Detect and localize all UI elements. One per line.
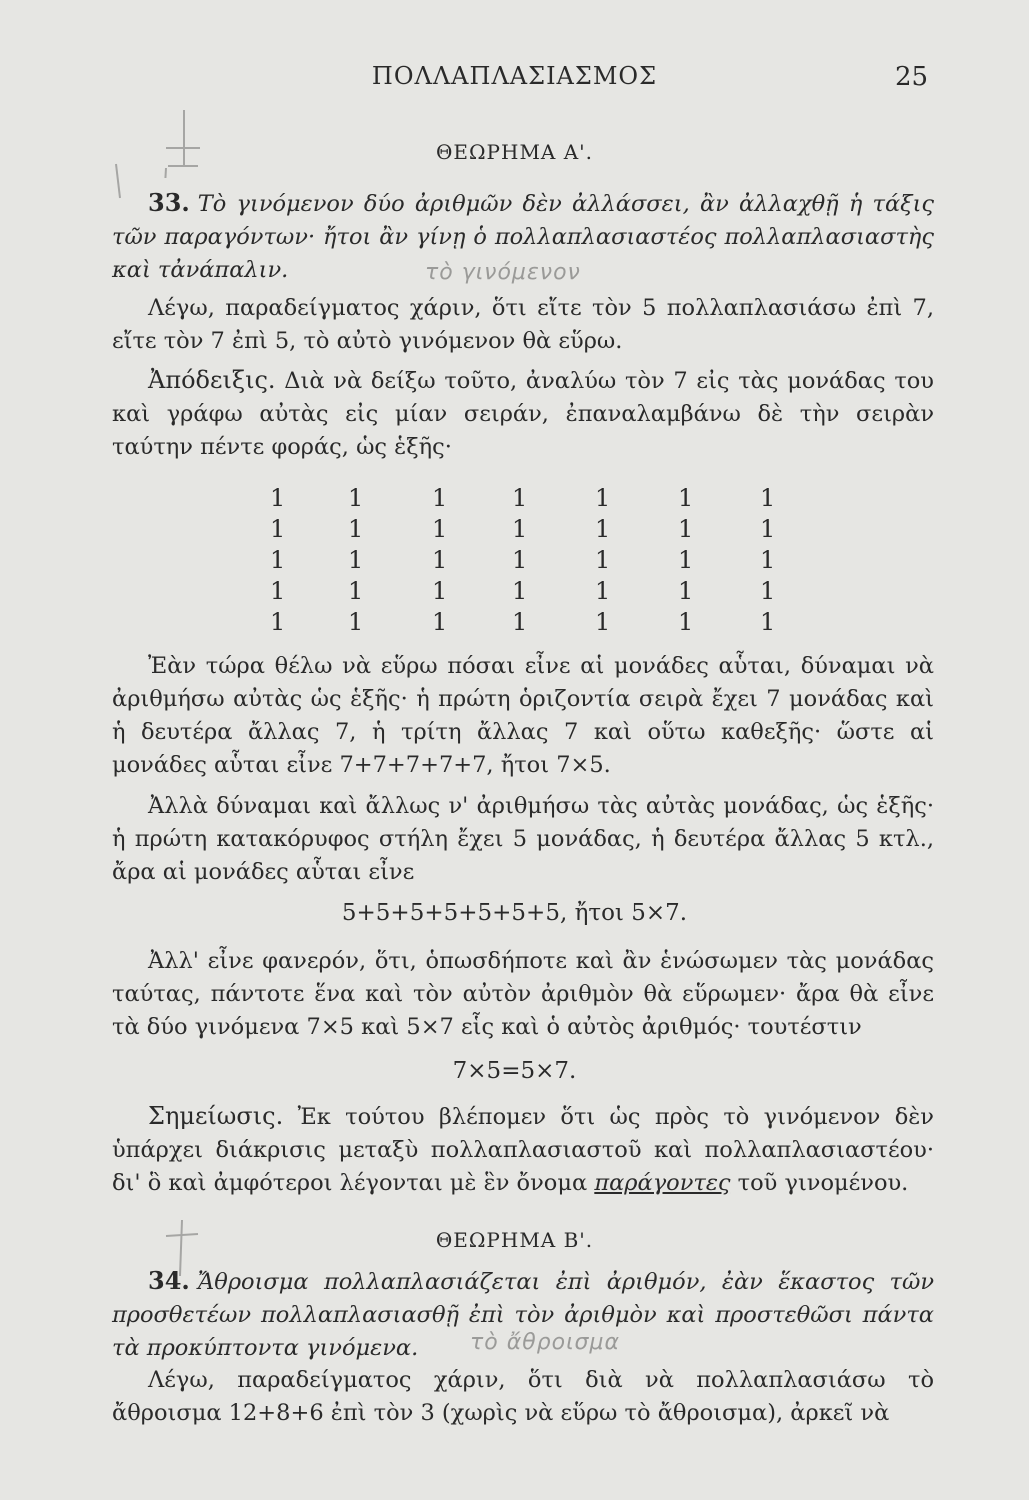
grid-row	[260, 546, 800, 574]
theorem-b-example: Λέγω, παραδείγματος χάριν, ὅτι διὰ νὰ πολλαπλασιάσω τὸ ἄθροισμα 12+8+6 ἐπὶ τὸν 3 (χωρὶς νὰ εὕρω τὸ ἄθροισμα), ἀρκεῖ νὰ	[112, 1367, 934, 1426]
grid-unit: 1	[432, 484, 448, 512]
grid-unit: 1	[512, 515, 528, 543]
grid-unit: 1	[595, 484, 611, 512]
grid-unit: 1	[760, 515, 776, 543]
grid-unit: 1	[595, 577, 611, 605]
columns-equation: 5+5+5+5+5+5+5, ἤτοι 5×7.	[341, 900, 688, 926]
columns-count-paragraph: Ἀλλὰ δύναμαι καὶ ἄλλως ν' ἀριθμήσω τὰς αὐτὰς μονάδας, ὡς ἑξῆς· ἡ πρώτη κατακόρυφος στήλη ἔχει 5 μονάδας, ἡ δευτέρα ἄλλας 5 κτλ., ἄρα αἱ μονάδες αὗται εἶνε	[112, 793, 934, 885]
grid-unit: 1	[512, 484, 528, 512]
grid-unit: 1	[432, 608, 448, 636]
theorem-b-number: 34.	[148, 1266, 190, 1295]
grid-unit: 1	[348, 577, 364, 605]
grid-unit: 1	[512, 546, 528, 574]
theorem-a-example: Λέγω, παραδείγματος χάριν, ὅτι εἴτε τὸν 5 πολλαπλασιάσω ἐπὶ 7, εἴτε τὸν 7 ἐπὶ 5, τὸ αὐτὸ γινόμενον θὰ εὕρω.	[112, 295, 934, 354]
grid-unit: 1	[270, 515, 286, 543]
grid-unit: 1	[678, 608, 694, 636]
running-title: ΠΟΛΛΑΠΛΑΣΙΑΣΜΟΣ	[371, 62, 658, 90]
grid-unit: 1	[760, 608, 776, 636]
grid-unit: 1	[678, 546, 694, 574]
grid-unit: 1	[595, 608, 611, 636]
grid-unit: 1	[348, 608, 364, 636]
grid-row	[260, 577, 800, 605]
grid-unit: 1	[678, 577, 694, 605]
grid-row	[260, 515, 800, 543]
grid-unit: 1	[270, 577, 286, 605]
note-term: παράγοντες	[594, 1170, 731, 1196]
page-number: 25	[895, 62, 929, 92]
theorem-a-heading: ΘΕΩΡΗΜΑ Α'.	[435, 140, 594, 164]
grid-unit: 1	[760, 546, 776, 574]
note-text-after: τοῦ γινομένου.	[737, 1170, 909, 1196]
grid-unit: 1	[270, 608, 286, 636]
grid-row	[260, 608, 800, 636]
theorem-b-heading: ΘΕΩΡΗΜΑ Β'.	[435, 1228, 594, 1252]
proof-text: Διὰ νὰ δείξω τοῦτο, ἀναλύω τὸν 7 εἰς τὰς μονάδας του καὶ γράφω αὐτὰς εἰς μίαν σειράν, ἐπαναλαμβάνω δὲ τὴν σειρὰν ταύτην πέντε φοράς, ὡς ἑξῆς·	[112, 368, 934, 460]
grid-unit: 1	[348, 484, 364, 512]
theorem-a-number: 33.	[148, 188, 190, 217]
theorem-a-proof	[112, 364, 934, 464]
grid-unit: 1	[595, 515, 611, 543]
proof-label: Ἀπόδειξις.	[148, 366, 276, 394]
theorem-b-statement-text: Ἄθροισμα πολλαπλασιάζεται ἐπὶ ἀριθμόν, ἐὰν ἕκαστος τῶν προσθετέων πολλαπλασιασθῇ ἐπὶ τὸν ἀριθμὸν καὶ προστεθῶσι πάντα τὰ προκύπτοντα γινόμενα.	[112, 1269, 934, 1361]
grid-unit: 1	[270, 484, 286, 512]
grid-unit: 1	[678, 484, 694, 512]
note-text-before: Ἐκ τούτου βλέπομεν ὅτι ὡς πρὸς τὸ γινόμενον δὲν ὑπάρχει διάκρισις μεταξὺ πολλαπλασιαστοῦ καὶ πολλαπλασιαστέου· δι' ὃ καὶ ἀμφότεροι λέγονται μὲ ἓν ὄνομα	[112, 1104, 934, 1196]
grid-unit: 1	[512, 577, 528, 605]
grid-unit: 1	[432, 577, 448, 605]
conclusion-paragraph: Ἀλλ' εἶνε φανερόν, ὅτι, ὁπωσδήποτε καὶ ἂν ἑνώσωμεν τὰς μονάδας ταύτας, πάντοτε ἕνα καὶ τὸν αὐτὸν ἀριθμὸν θὰ εὕρωμεν· ἄρα θὰ εἶνε τὰ δύο γινόμενα 7×5 καὶ 5×7 εἷς καὶ ὁ αὐτὸς ἀριθμός· τουτέστιν	[112, 948, 934, 1040]
grid-unit: 1	[760, 577, 776, 605]
grid-unit: 1	[348, 546, 364, 574]
theorem-a-statement-text: Τὸ γινόμενον δύο ἀριθμῶν δὲν ἀλλάσσει, ἂν ἀλλαχθῇ ἡ τάξις τῶν παραγόντων· ἤτοι ἂν γίνῃ ὁ πολλαπλασιαστέος πολλαπλασιαστὴς καὶ τἀνάπαλιν.	[112, 191, 934, 283]
rows-count-paragraph: Ἐὰν τώρα θέλω νὰ εὕρω πόσαι εἶνε αἱ μονάδες αὗται, δύναμαι νὰ ἀριθμήσω αὐτὰς ὡς ἑξῆς· ἡ πρώτη ὁριζοντία σειρὰ ἔχει 7 μονάδας καὶ ἡ δευτέρα ἄλλας 7, ἡ τρίτη ἄλλας 7 καὶ οὕτω καθεξῆς· ὥστε αἱ μονάδες αὗται εἶνε 7+7+7+7+7, ἤτοι 7×5.	[112, 653, 934, 778]
handwritten-note-2: τὸ ἄθροισμα	[470, 1330, 620, 1355]
grid-unit: 1	[432, 546, 448, 574]
note-label: Σημείωσις.	[148, 1102, 284, 1130]
grid-unit: 1	[348, 515, 364, 543]
handwritten-note-1: τὸ γινόμενον	[425, 260, 581, 285]
note-paragraph	[112, 1100, 934, 1200]
grid-unit: 1	[595, 546, 611, 574]
grid-unit: 1	[512, 608, 528, 636]
final-equation: 7×5=5×7.	[452, 1058, 577, 1084]
grid-unit: 1	[270, 546, 286, 574]
grid-row	[260, 484, 800, 512]
grid-unit: 1	[678, 515, 694, 543]
grid-unit: 1	[760, 484, 776, 512]
grid-unit: 1	[432, 515, 448, 543]
